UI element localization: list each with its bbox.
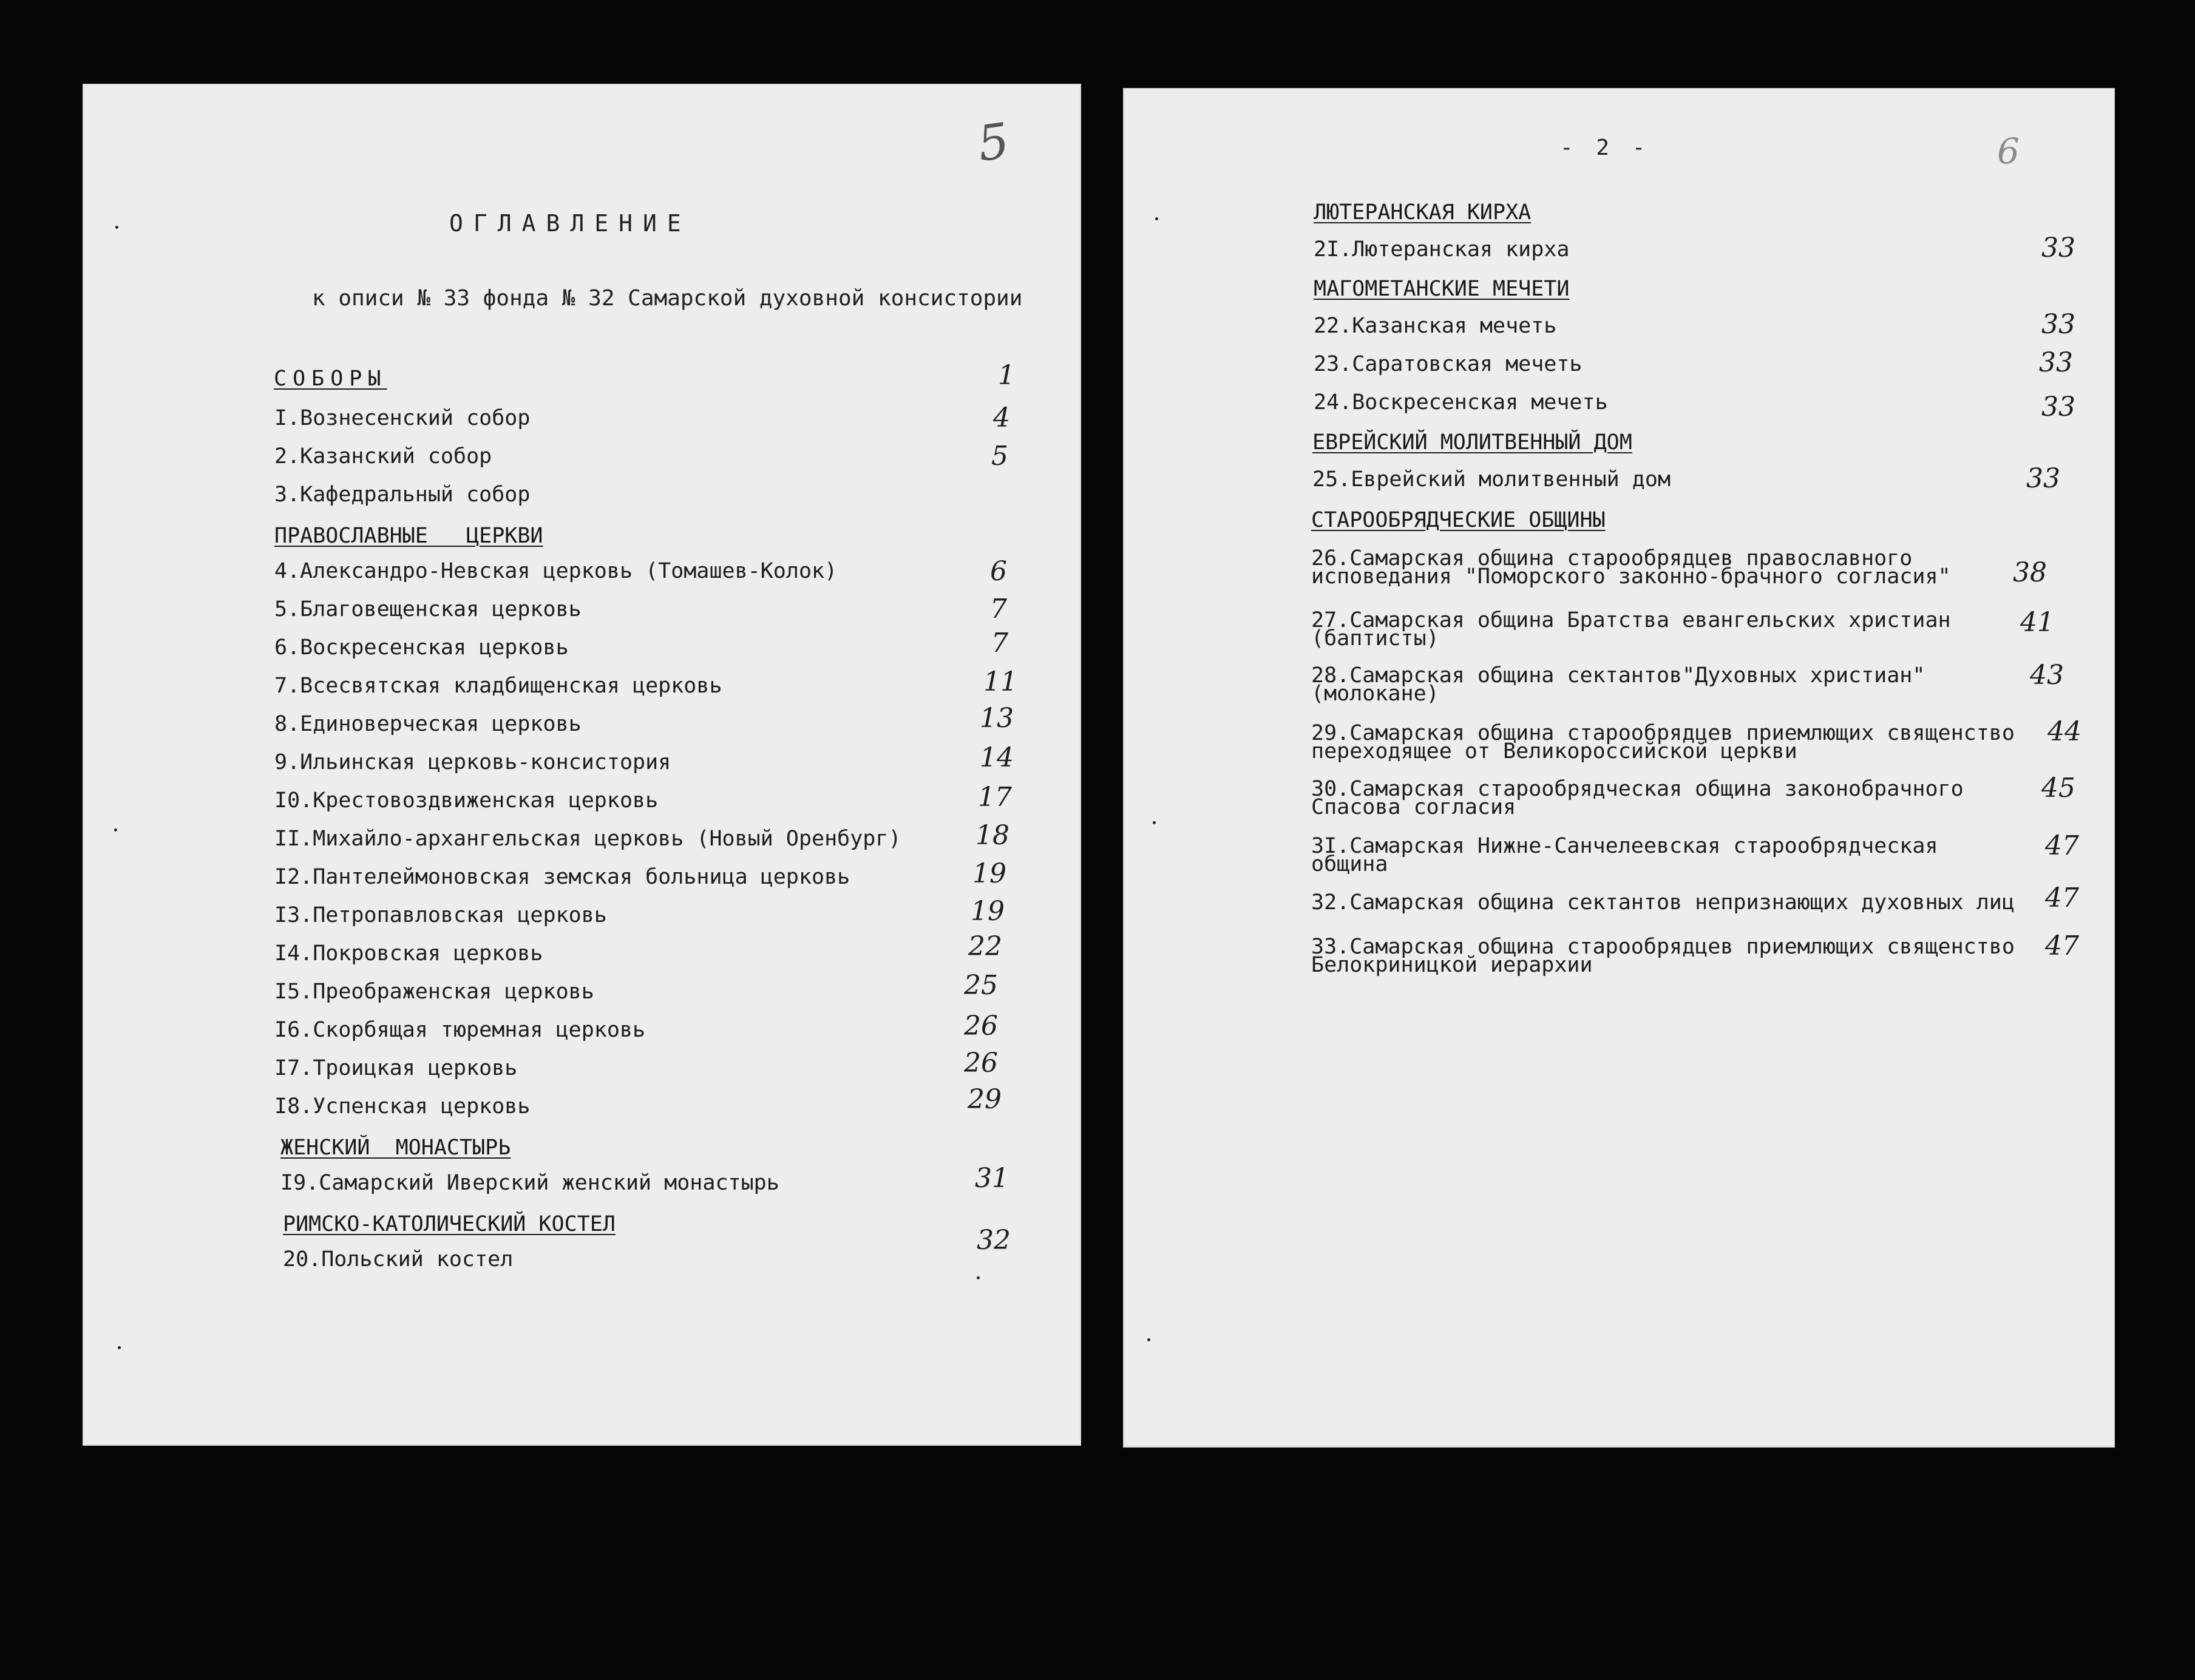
page-ref: 29 (968, 1084, 1002, 1115)
page-ref: 33 (2039, 347, 2073, 378)
page-ref: 7 (990, 594, 1007, 625)
toc-entry (1311, 777, 1964, 819)
toc-entry-line: Белокриницкой иерархии (1311, 953, 1593, 977)
toc-entry: I3.Петропавловская церковь (274, 903, 607, 927)
toc-entry-line: 2I.Лютеранская кирха (1314, 237, 1570, 262)
toc-entry: 7.Всесвятская кладбищенская церковь (274, 674, 722, 698)
page-ref: 33 (2041, 232, 2075, 263)
page-ref: 13 (980, 703, 1014, 734)
page-ref: 11 (983, 666, 1017, 697)
page-ref: 41 (2020, 607, 2054, 638)
toc-entry: I9.Самарский Иверский женский монастырь (280, 1171, 779, 1195)
page-ref: 33 (2041, 391, 2075, 422)
toc-entry: I2.Пантелеймоновская земская больница церковь (274, 865, 850, 889)
toc-entry: I0.Крестовоздвиженская церковь (274, 788, 659, 813)
toc-entry: 2.Казанский собор (274, 444, 492, 469)
page-ref: 25 (964, 970, 998, 1001)
page-ref: 47 (2045, 882, 2079, 913)
toc-entry: 9.Ильинская церковь-консистория (274, 750, 671, 774)
page-ref: 43 (2030, 660, 2064, 691)
section-heading-mosques: МАГОМЕТАНСКИЕ МЕЧЕТИ (1314, 277, 1570, 301)
toc-entry-line: 26.Самарская община старообрядцев православного (1311, 546, 1913, 571)
document-subtitle: к описи № 33 фонда № 32 Самарской духовной консистории (312, 286, 1023, 311)
page-ref: 31 (975, 1163, 1009, 1194)
toc-entry-line: 30.Самарская старообрядческая община законобрачного (1311, 777, 1964, 801)
toc-entry: I6.Скорбящая тюремная церковь (274, 1018, 646, 1042)
toc-entry-line: община (1311, 852, 1388, 876)
page-ref: 22 (968, 931, 1002, 962)
punch-hole-mark (1155, 217, 1158, 220)
right-page (1123, 88, 2115, 1448)
page-ref: 47 (2045, 830, 2079, 861)
toc-entry: 3.Кафедральный собор (274, 483, 531, 507)
section-heading-lutheran: ЛЮТЕРАНСКАЯ КИРХА (1314, 200, 1532, 225)
toc-entry-line: 25.Еврейский молитвенный дом (1312, 467, 1671, 492)
punch-hole-mark (118, 1346, 121, 1349)
toc-entry (1311, 721, 2015, 764)
document-title: ОГЛАВЛЕНИЕ (449, 210, 691, 237)
left-page (83, 84, 1081, 1446)
page-ref: 7 (991, 628, 1008, 659)
toc-entry: II.Михайло-архангельская церковь (Новый Оренбург) (274, 827, 901, 851)
page-ref: 17 (978, 782, 1012, 813)
toc-entry (1311, 663, 1925, 706)
page-ref: 5 (991, 441, 1008, 472)
toc-entry-line: 32.Самарская община сектантов непризнающих духовных лиц (1311, 890, 2015, 915)
punch-hole-mark (115, 226, 118, 229)
punch-hole-mark (1147, 1338, 1150, 1341)
page-ref: 26 (964, 1011, 998, 1042)
toc-entry-line: 22.Казанская мечеть (1314, 314, 1557, 338)
punch-hole-mark (114, 828, 117, 832)
toc-entry-line: 24.Воскресенская мечеть (1314, 390, 1608, 415)
toc-entry: I8.Успенская церковь (274, 1094, 531, 1119)
page-ref: 33 (2041, 309, 2075, 340)
toc-entry-line: 33.Самарская община старообрядцев приемлющих священство (1311, 935, 2015, 959)
page-ref: 4 (993, 402, 1010, 433)
toc-entry: 20.Польский костел (283, 1247, 514, 1272)
section-heading-cathedrals: СОБОРЫ (274, 367, 387, 391)
toc-entry (1314, 352, 1583, 376)
page-ref: 19 (971, 896, 1005, 927)
page-ref: 18 (975, 820, 1009, 851)
toc-entry-line: 3I.Самарская Нижне-Санчелеевская старообрядческая (1311, 834, 1938, 858)
toc-entry: I7.Троицкая церковь (274, 1056, 518, 1080)
toc-entry-line: исповедания "Поморского законно-брачного согласия" (1311, 564, 1951, 589)
toc-entry: 4.Александро-Невская церковь (Томашев-Колок) (274, 559, 838, 583)
toc-entry-line: (молокане) (1311, 682, 1439, 706)
toc-entry (1311, 546, 1951, 589)
toc-entry (1314, 314, 1557, 338)
toc-entry-line: Спасова согласия (1311, 795, 1516, 819)
toc-entry-line: переходящее от Великороссийской церкви (1311, 739, 1797, 764)
page-ref: 45 (2041, 773, 2075, 804)
page-ref: 32 (977, 1225, 1011, 1256)
page-ref: 19 (972, 858, 1006, 889)
toc-entry (1314, 237, 1570, 262)
page-ref: 26 (964, 1048, 998, 1079)
toc-entry-line: 23.Саратовская мечеть (1314, 352, 1583, 376)
toc-entry (1311, 834, 1938, 876)
page-ref: 44 (2047, 716, 2081, 747)
toc-entry (1311, 608, 1951, 651)
page-ref: 47 (2045, 930, 2079, 961)
toc-entry-line: 29.Самарская община старообрядцев приемлющих священство (1311, 721, 2015, 745)
toc-entry-line: 28.Самарская община сектантов"Духовных христиан" (1311, 663, 1925, 688)
page-ref: 14 (980, 742, 1014, 773)
page-ref: 6 (990, 556, 1007, 587)
toc-entry: 8.Единоверческая церковь (274, 712, 582, 736)
page-ref: 33 (2026, 463, 2060, 494)
section-heading-synagogue: ЕВРЕЙСКИЙ МОЛИТВЕННЫЙ ДОМ (1312, 430, 1632, 455)
toc-entry: I4.Покровская церковь (274, 941, 543, 966)
archive-sheet-mark: 5 (974, 112, 1013, 173)
section-heading-old-believers: СТАРООБРЯДЧЕСКИЕ ОБЩИНЫ (1311, 508, 1606, 532)
toc-entry: 5.Благовещенская церковь (274, 597, 582, 622)
toc-entry-line: (баптисты) (1311, 626, 1439, 651)
page-ref: 38 (2013, 557, 2047, 588)
page-ref: 1 (998, 360, 1015, 391)
toc-entry: I.Вознесенский собор (274, 406, 531, 430)
section-heading-orthodox-churches: ПРАВОСЛАВНЫЕ ЦЕРКВИ (274, 524, 543, 548)
toc-entry (1314, 390, 1608, 415)
toc-entry-line: 27.Самарская община Братства евангельских христиан (1311, 608, 1951, 632)
punch-hole-mark (1153, 821, 1156, 824)
section-heading-convent: ЖЕНСКИЙ МОНАСТЫРЬ (280, 1136, 511, 1160)
ink-speck (977, 1276, 980, 1279)
toc-entry (1311, 935, 2015, 977)
toc-entry: 6.Воскресенская церковь (274, 635, 569, 660)
archive-sheet-mark: 6 (1997, 130, 2020, 172)
toc-entry: I5.Преображенская церковь (274, 980, 594, 1004)
toc-entry (1312, 467, 1671, 492)
section-heading-catholic-church: РИМСКО-КАТОЛИЧЕСКИЙ КОСТЕЛ (283, 1212, 616, 1236)
toc-entry (1311, 890, 2015, 915)
page-number: - 2 - (1560, 135, 1650, 160)
